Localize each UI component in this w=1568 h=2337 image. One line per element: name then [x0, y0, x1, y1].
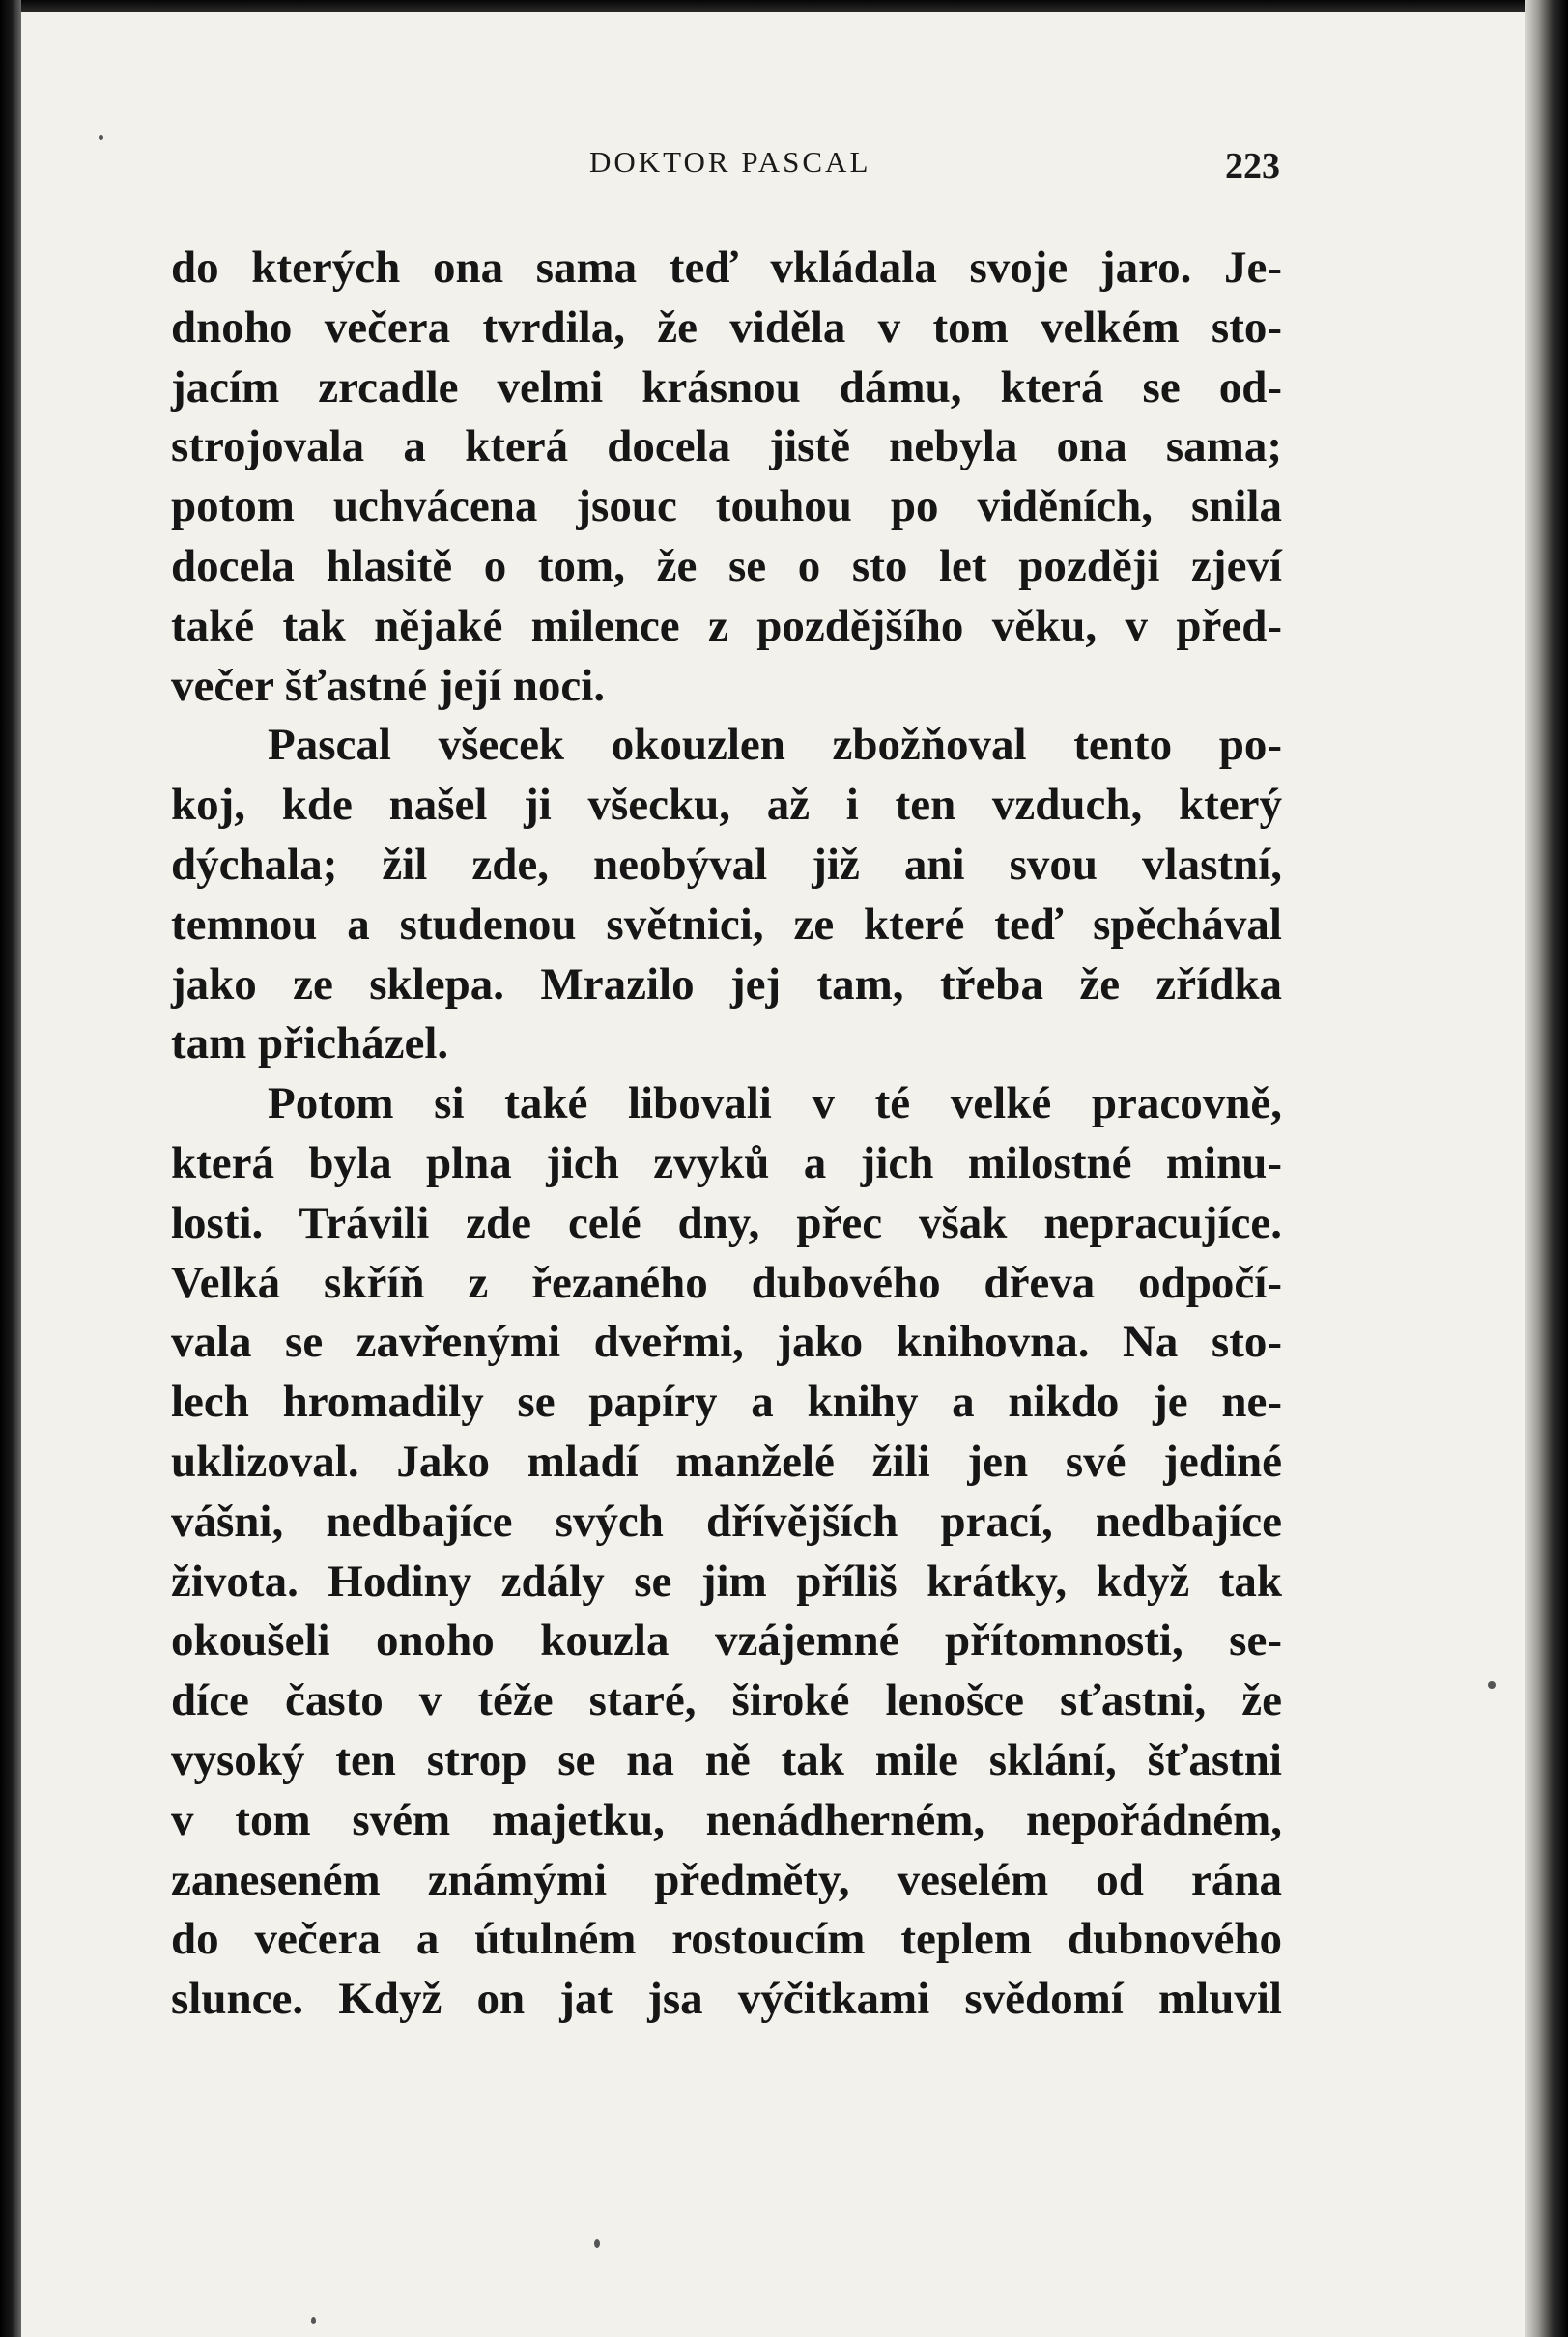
- running-title: DOKTOR PASCAL: [589, 145, 871, 179]
- text-line: v tom svém majetku, nenádherném, nepořádném,: [171, 1794, 1282, 1845]
- scan-speck: [594, 2239, 600, 2248]
- text-line: okoušeli onoho kouzla vzájemné přítomnosti, se-: [171, 1615, 1282, 1667]
- text-line: večer šťastné její noci.: [171, 660, 606, 711]
- text-line: slunce. Když on jat jsa výčitkami svědomí mluvil: [171, 1974, 1282, 2025]
- text-line: vala se zavřenými dveřmi, jako knihovna. Na sto-: [171, 1317, 1282, 1368]
- text-line: zaneseném známými předměty, veselém od rána: [171, 1854, 1282, 1905]
- text-line: jako ze sklepa. Mrazilo jej tam, třeba že zřídka: [171, 958, 1282, 1010]
- text-line: koj, kde našel ji všecku, až i ten vzduch, který: [171, 780, 1282, 831]
- text-line: temnou a studenou světnici, ze které teď spěchával: [171, 898, 1282, 950]
- text-line: strojovala a která docela jistě nebyla ona sama;: [171, 421, 1282, 472]
- text-line: která byla plna jich zvyků a jich milostné minu-: [171, 1137, 1282, 1188]
- text-line: díce často v téže staré, široké lenošce sťastni, že: [171, 1675, 1282, 1726]
- text-line: života. Hodiny zdály se jim příliš krátky, když tak: [171, 1555, 1282, 1607]
- text-line: do večera a útulném rostoucím teplem dubnového: [171, 1914, 1282, 1965]
- text-line: dnoho večera tvrdila, že viděla v tom velkém sto-: [171, 301, 1282, 353]
- scan-edge-right: [1525, 0, 1568, 2337]
- text-line: lech hromadily se papíry a knihy a nikdo je ne-: [171, 1377, 1282, 1428]
- text-line: vášni, nedbajíce svých dřívějších prací, nedbajíce: [171, 1496, 1282, 1547]
- running-head: [169, 145, 1280, 193]
- scan-speck: [311, 2317, 316, 2324]
- text-line: Potom si také libovali v té velké pracovně,: [268, 1078, 1282, 1129]
- text-line: docela hlasitě o tom, že se o sto let později zjeví: [171, 540, 1282, 591]
- paragraph-2: [171, 716, 1282, 1074]
- scan-edge-left: [0, 0, 21, 2337]
- page-number: 223: [1225, 146, 1280, 186]
- text-line: také tak nějaké milence z pozdějšího věku, v před-: [171, 600, 1282, 651]
- scan-speck: [1488, 1681, 1496, 1689]
- text-line: Pascal všecek okouzlen zbožňoval tento po-: [268, 720, 1282, 771]
- text-line: dýchala; žil zde, neobýval již ani svou vlastní,: [171, 839, 1282, 890]
- text-line: Velká skříň z řezaného dubového dřeva odpočí-: [171, 1257, 1282, 1308]
- scan-speck: [99, 135, 103, 140]
- body-text: [171, 239, 1282, 2030]
- paragraph-1: [171, 239, 1282, 716]
- text-line: losti. Trávili zde celé dny, přec však nepracujíce.: [171, 1197, 1282, 1248]
- scan-edge-top: [0, 0, 1568, 12]
- text-line: vysoký ten strop se na ně tak mile sklání, šťastni: [171, 1734, 1282, 1785]
- text-line: potom uchvácena jsouc touhou po viděních, snila: [171, 481, 1282, 532]
- paragraph-3: [171, 1074, 1282, 2030]
- text-line: jacím zrcadle velmi krásnou dámu, která se od-: [171, 361, 1282, 413]
- text-line: tam přicházel.: [171, 1018, 449, 1069]
- text-line: do kterých ona sama teď vkládala svoje jaro. Je-: [171, 242, 1282, 293]
- text-line: uklizoval. Jako mladí manželé žili jen své jediné: [171, 1436, 1282, 1487]
